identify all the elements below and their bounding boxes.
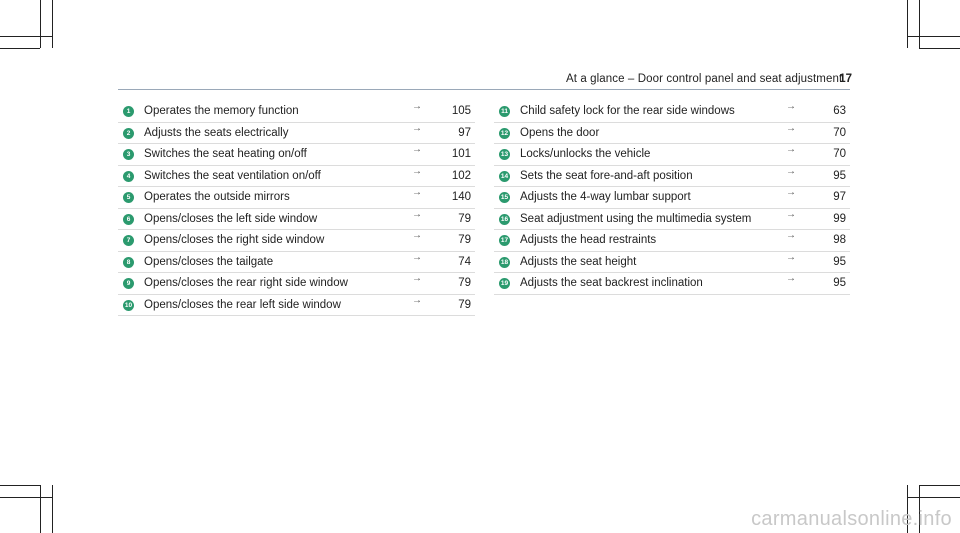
page-reference-link[interactable]: 97 <box>833 191 846 203</box>
item-description: Opens/closes the left side window <box>144 212 318 225</box>
arrow-icon: → <box>786 187 796 198</box>
list-item <box>494 101 850 123</box>
crop-mark <box>52 485 53 533</box>
page-reference-link[interactable]: 97 <box>458 126 471 139</box>
item-description: Seat adjustment using the multimedia system <box>520 212 752 225</box>
arrow-icon: → <box>412 294 422 306</box>
arrow-icon: → <box>412 122 422 134</box>
item-number-badge: 12 <box>500 129 509 137</box>
item-description: Opens/closes the right side window <box>144 234 325 246</box>
item-number-badge: 6 <box>123 214 134 225</box>
list-item <box>494 123 850 145</box>
item-description: Child safety lock for the rear side windows <box>520 105 735 117</box>
crop-mark <box>907 497 960 498</box>
crop-mark <box>0 485 40 486</box>
item-number-badge: 17 <box>500 237 509 244</box>
page-reference-link[interactable]: 74 <box>458 255 471 268</box>
page-reference-link[interactable]: 95 <box>833 169 846 182</box>
item-description: Switches the seat ventilation on/off <box>144 169 321 182</box>
item-number-badge: 10 <box>124 301 133 309</box>
crop-mark <box>0 497 52 498</box>
arrow-icon: → <box>786 101 796 112</box>
item-description: Opens/closes the rear left side window <box>144 298 341 311</box>
item-number-badge: 14 <box>500 172 509 180</box>
item-description: Opens/closes the rear right side window <box>144 277 348 289</box>
page-reference-link[interactable]: 79 <box>458 234 471 246</box>
list-item <box>494 273 850 295</box>
crop-mark <box>907 0 908 48</box>
crop-mark <box>907 36 960 37</box>
page-reference-link[interactable]: 105 <box>451 105 471 117</box>
item-number-badge: 1 <box>123 106 134 117</box>
arrow-icon: → <box>786 273 796 284</box>
crop-mark <box>52 0 53 48</box>
page-reference-link[interactable]: 102 <box>451 169 471 182</box>
crop-mark <box>40 0 41 48</box>
arrow-icon: → <box>786 208 796 220</box>
item-number-badge: 7 <box>123 235 134 246</box>
item-description: Adjusts the seats electrically <box>144 126 289 139</box>
list-item <box>494 144 850 166</box>
list-item <box>494 252 850 274</box>
page-reference-link[interactable]: 140 <box>451 191 471 203</box>
crop-mark <box>919 0 920 48</box>
item-number-badge: 2 <box>123 128 134 139</box>
arrow-icon: → <box>412 165 422 177</box>
arrow-icon: → <box>412 144 422 155</box>
arrow-icon: → <box>412 251 422 263</box>
item-number-badge: 15 <box>500 194 509 201</box>
crop-mark <box>919 485 960 486</box>
page-reference-link[interactable]: 95 <box>833 255 846 268</box>
right-item-list <box>494 101 850 295</box>
list-item <box>118 295 475 317</box>
page-reference-link[interactable]: 101 <box>451 148 471 160</box>
page-header <box>566 73 852 87</box>
arrow-icon: → <box>412 230 422 241</box>
item-description: Adjusts the head restraints <box>520 234 657 246</box>
item-description: Opens/closes the tailgate <box>144 255 274 268</box>
arrow-icon: → <box>786 144 796 155</box>
list-item <box>494 230 850 252</box>
left-item-list <box>118 101 475 316</box>
page-reference-link[interactable]: 63 <box>833 105 846 117</box>
item-number-badge: 13 <box>500 151 509 158</box>
item-number-badge: 5 <box>123 192 134 203</box>
item-description: Adjusts the seat height <box>520 255 637 268</box>
item-description: Adjusts the 4-way lumbar support <box>520 191 691 203</box>
header-divider <box>118 89 850 90</box>
arrow-icon: → <box>786 165 796 177</box>
item-description: Sets the seat fore-and-aft position <box>520 169 693 182</box>
list-item <box>494 166 850 188</box>
page-reference-link[interactable]: 70 <box>833 126 846 139</box>
item-description: Locks/unlocks the vehicle <box>520 148 651 160</box>
page-reference-link[interactable]: 99 <box>833 212 846 225</box>
page-reference-link[interactable]: 95 <box>833 277 846 289</box>
page-reference-link[interactable]: 79 <box>458 277 471 289</box>
arrow-icon: → <box>786 122 796 134</box>
arrow-icon: → <box>412 273 422 284</box>
item-number-badge: 8 <box>123 257 134 268</box>
watermark: carmanualsonline.info <box>751 508 952 530</box>
page-number: 17 <box>839 73 852 85</box>
crop-mark <box>0 36 52 37</box>
arrow-icon: → <box>412 187 422 198</box>
item-number-badge: 19 <box>500 280 509 287</box>
item-number-badge: 4 <box>123 171 134 182</box>
page-title: At a glance – Door control panel and seat adjustment <box>566 73 843 85</box>
arrow-icon: → <box>786 251 796 263</box>
item-number-badge: 11 <box>499 106 510 117</box>
crop-mark <box>919 48 960 49</box>
item-number-badge: 18 <box>500 258 509 266</box>
item-description: Operates the memory function <box>144 105 299 117</box>
list-item <box>494 187 850 209</box>
list-item <box>494 209 850 231</box>
item-description: Opens the door <box>520 126 600 139</box>
page-reference-link[interactable]: 98 <box>833 234 846 246</box>
page-reference-link[interactable]: 70 <box>833 148 846 160</box>
page-reference-link[interactable]: 79 <box>458 298 471 311</box>
item-description: Adjusts the seat backrest inclination <box>520 277 703 289</box>
item-number-badge: 3 <box>123 149 134 160</box>
arrow-icon: → <box>412 208 422 220</box>
arrow-icon: → <box>412 101 422 112</box>
item-number-badge: 16 <box>500 215 509 223</box>
item-description: Operates the outside mirrors <box>144 191 290 203</box>
item-description: Switches the seat heating on/off <box>144 148 307 160</box>
crop-mark <box>0 48 40 49</box>
arrow-icon: → <box>786 230 796 241</box>
crop-mark <box>40 485 41 533</box>
item-number-badge: 9 <box>123 278 134 289</box>
page-reference-link[interactable]: 79 <box>458 212 471 225</box>
